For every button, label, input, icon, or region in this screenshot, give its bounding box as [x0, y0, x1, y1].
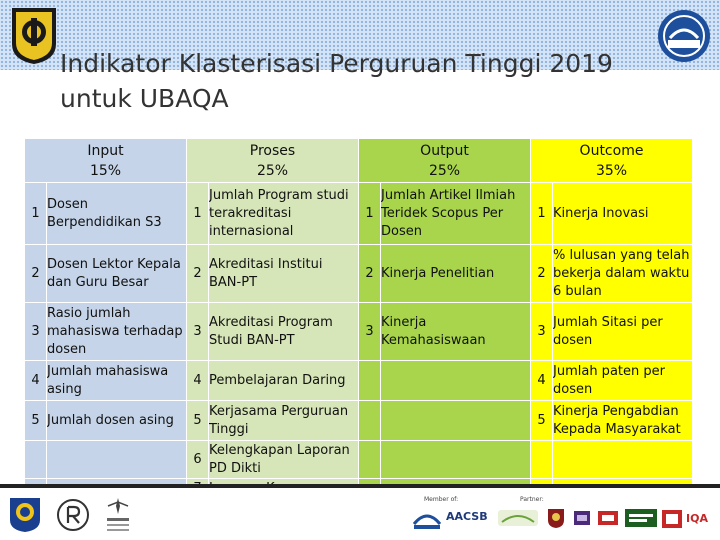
partner-ntg-logo-icon — [596, 506, 620, 530]
outcome-text: Kinerja Pengabdian Kepada Masyarakat — [553, 401, 693, 441]
table-row — [25, 361, 693, 401]
input-text: Jumlah mahasiswa asing — [47, 361, 187, 401]
proses-number: 3 — [187, 303, 209, 361]
member-of-label: Member of: — [424, 496, 459, 503]
partner-usm-logo-icon — [572, 506, 592, 530]
input-text: Jumlah dosen asing — [47, 401, 187, 441]
table-row — [25, 441, 693, 479]
abest21-small-logo-icon — [410, 508, 444, 530]
header-outcome-pct: 35% — [595, 162, 628, 179]
outcome-empty — [531, 441, 553, 479]
partner-crest-logo-icon — [544, 506, 568, 530]
input-number: 4 — [25, 361, 47, 401]
header-row — [25, 139, 693, 183]
table-row — [25, 245, 693, 303]
input-empty — [25, 441, 47, 479]
partner-label: Partner: — [520, 496, 544, 503]
proses-text: Akreditasi Institui BAN-PT — [209, 245, 359, 303]
university-emblem-icon — [6, 4, 62, 66]
partner-murray-logo-icon — [496, 506, 540, 530]
header-output-pct: 25% — [428, 162, 461, 179]
outcome-number: 2 — [531, 245, 553, 303]
input-empty — [47, 441, 187, 479]
output-number: 3 — [359, 303, 381, 361]
header-input-pct: 15% — [89, 162, 122, 179]
proses-number: 5 — [187, 401, 209, 441]
page-title — [60, 46, 680, 116]
input-text: Dosen Berpendidikan S3 — [47, 183, 187, 245]
partner-the-hague-logo-icon — [624, 506, 658, 530]
table-row — [25, 183, 693, 245]
header-output-label: Output — [420, 142, 469, 159]
output-text: Jumlah Artikel Ilmiah Teridek Scopus Per Dosen — [381, 183, 531, 245]
outcome-number: 5 — [531, 401, 553, 441]
output-number: 2 — [359, 245, 381, 303]
proses-number: 1 — [187, 183, 209, 245]
title-line-2: untuk UBAQA — [60, 84, 229, 113]
header-outcome-label: Outcome — [579, 142, 644, 159]
outcome-number: 1 — [531, 183, 553, 245]
output-text: Kinerja Kemahasiswaan — [381, 303, 531, 361]
output-empty — [381, 441, 531, 479]
proses-number: 6 — [187, 441, 209, 479]
registered-certification-icon — [56, 498, 90, 532]
title-line-1: Indikator Klasterisasi Perguruan Tinggi 2019 — [60, 49, 613, 78]
input-number: 3 — [25, 303, 47, 361]
outcome-text: Jumlah paten per dosen — [553, 361, 693, 401]
header-proses-label: Proses — [249, 142, 296, 159]
ukas-certification-icon — [104, 496, 132, 536]
outcome-number: 4 — [531, 361, 553, 401]
proses-text: Kelengkapan Laporan PD Dikti — [209, 441, 359, 479]
proses-text: Jumlah Program studi terakreditasi internasional — [209, 183, 359, 245]
proses-text: Akreditasi Program Studi BAN-PT — [209, 303, 359, 361]
proses-text: Kerjasama Perguruan Tinggi — [209, 401, 359, 441]
output-empty — [381, 361, 531, 401]
table-row — [25, 401, 693, 441]
input-number: 1 — [25, 183, 47, 245]
iqa-logo — [660, 506, 714, 532]
header-output — [359, 139, 531, 183]
proses-number: 4 — [187, 361, 209, 401]
header-proses-pct: 25% — [256, 162, 289, 179]
input-text: Dosen Lektor Kepala dan Guru Besar — [47, 245, 187, 303]
klasterisasi-table — [24, 138, 693, 499]
outcome-text: Kinerja Inovasi — [553, 183, 693, 245]
output-empty — [359, 361, 381, 401]
input-number: 2 — [25, 245, 47, 303]
outcome-text: Jumlah Sitasi per dosen — [553, 303, 693, 361]
iqa-label: IQA — [686, 512, 708, 525]
output-empty — [359, 401, 381, 441]
header-input — [25, 139, 187, 183]
outcome-empty — [553, 441, 693, 479]
table-row — [25, 303, 693, 361]
output-empty — [359, 441, 381, 479]
input-number: 5 — [25, 401, 47, 441]
output-empty — [381, 401, 531, 441]
proses-text: Pembelajaran Daring — [209, 361, 359, 401]
aacsb-logo: AACSB — [446, 510, 488, 523]
outcome-text: % lulusan yang telah bekerja dalam waktu 6 bulan — [553, 245, 693, 303]
input-text: Rasio jumlah mahasiswa terhadap dosen — [47, 303, 187, 361]
header-proses — [187, 139, 359, 183]
header-input-label: Input — [87, 142, 124, 159]
header-outcome — [531, 139, 693, 183]
output-number: 1 — [359, 183, 381, 245]
output-text: Kinerja Penelitian — [381, 245, 531, 303]
outcome-number: 3 — [531, 303, 553, 361]
ub-logo-icon — [6, 494, 44, 534]
proses-number: 2 — [187, 245, 209, 303]
